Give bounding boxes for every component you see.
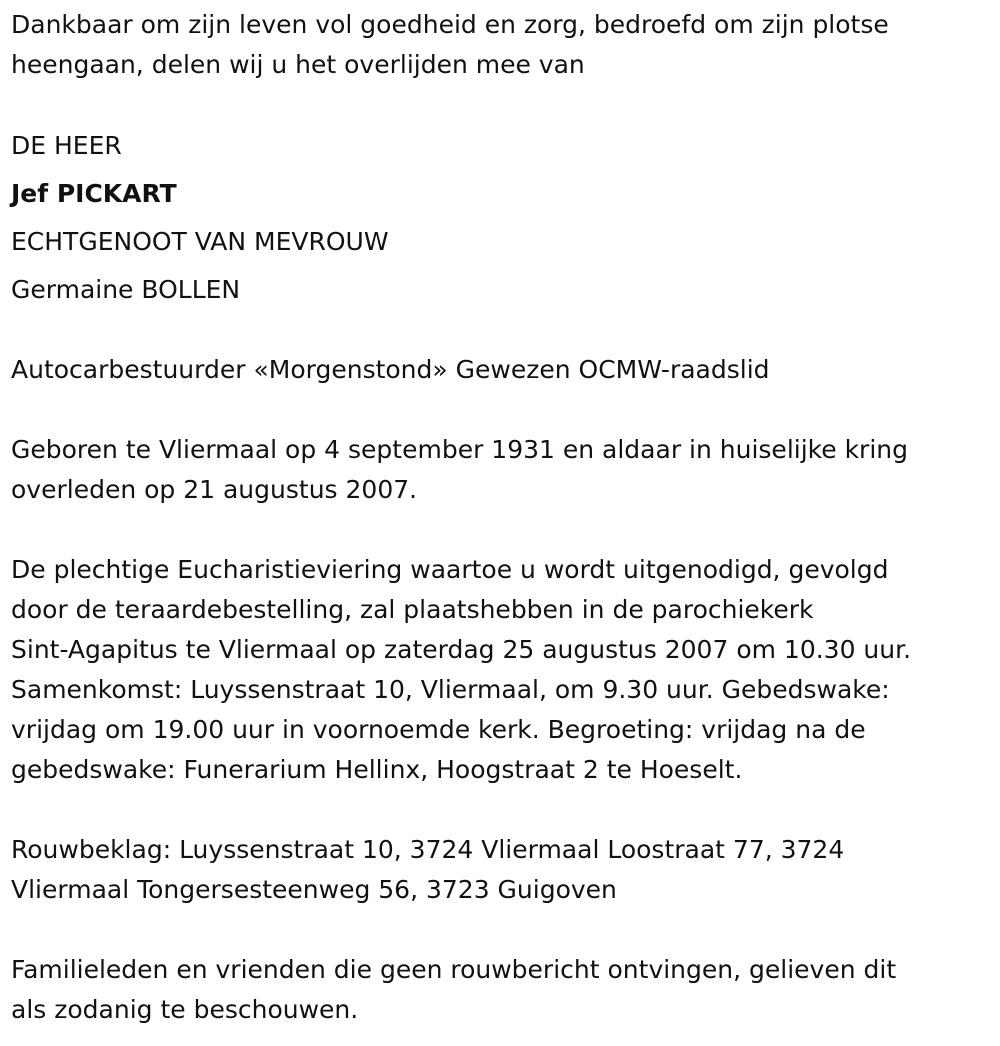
ceremony-line: Sint-Agapitus te Vliermaal op zaterdag 25 augustus 2007 om 10.30 uur. bbox=[11, 635, 912, 664]
spouse-name: Germaine BOLLEN bbox=[11, 275, 241, 304]
deceased-name: Jef PICKART bbox=[11, 179, 177, 208]
closing-line: Familieleden en vrienden die geen rouwbericht ontvingen, gelieven dit bbox=[11, 955, 897, 984]
intro-line: Dankbaar om zijn leven vol goedheid en zorg, bedroefd om zijn plotse bbox=[11, 10, 889, 39]
ceremony-paragraph bbox=[11, 550, 911, 790]
birth-death-paragraph bbox=[11, 430, 908, 510]
ceremony-line: Samenkomst: Luyssenstraat 10, Vliermaal, om 9.30 uur. Gebedswake: bbox=[11, 675, 890, 704]
condolence-paragraph bbox=[11, 830, 844, 910]
closing-line: als zodanig te beschouwen. bbox=[11, 995, 359, 1024]
ceremony-line: De plechtige Eucharistieviering waartoe u wordt uitgenodigd, gevolgd bbox=[11, 555, 889, 584]
relation-label: ECHTGENOOT VAN MEVROUW bbox=[11, 227, 389, 256]
ceremony-line: door de teraardebestelling, zal plaatshebben in de parochiekerk bbox=[11, 595, 814, 624]
honorific-title: DE HEER bbox=[11, 131, 122, 160]
name-block bbox=[11, 122, 389, 314]
condolence-line: Vliermaal Tongersesteenweg 56, 3723 Guigoven bbox=[11, 875, 617, 904]
birth-death-line: overleden op 21 augustus 2007. bbox=[11, 475, 418, 504]
intro-line: heengaan, delen wij u het overlijden mee van bbox=[11, 50, 585, 79]
condolence-line: Rouwbeklag: Luyssenstraat 10, 3724 Vliermaal Loostraat 77, 3724 bbox=[11, 835, 845, 864]
ceremony-line: gebedswake: Funerarium Hellinx, Hoogstraat 2 te Hoeselt. bbox=[11, 755, 743, 784]
birth-death-line: Geboren te Vliermaal op 4 september 1931 en aldaar in huiselijke kring bbox=[11, 435, 908, 464]
intro-paragraph bbox=[11, 5, 889, 85]
ceremony-line: vrijdag om 19.00 uur in voornoemde kerk. Begroeting: vrijdag na de bbox=[11, 715, 866, 744]
occupation-paragraph bbox=[11, 350, 770, 390]
occupation-line: Autocarbestuurder «Morgenstond» Gewezen OCMW-raadslid bbox=[11, 355, 770, 384]
closing-paragraph bbox=[11, 950, 896, 1030]
